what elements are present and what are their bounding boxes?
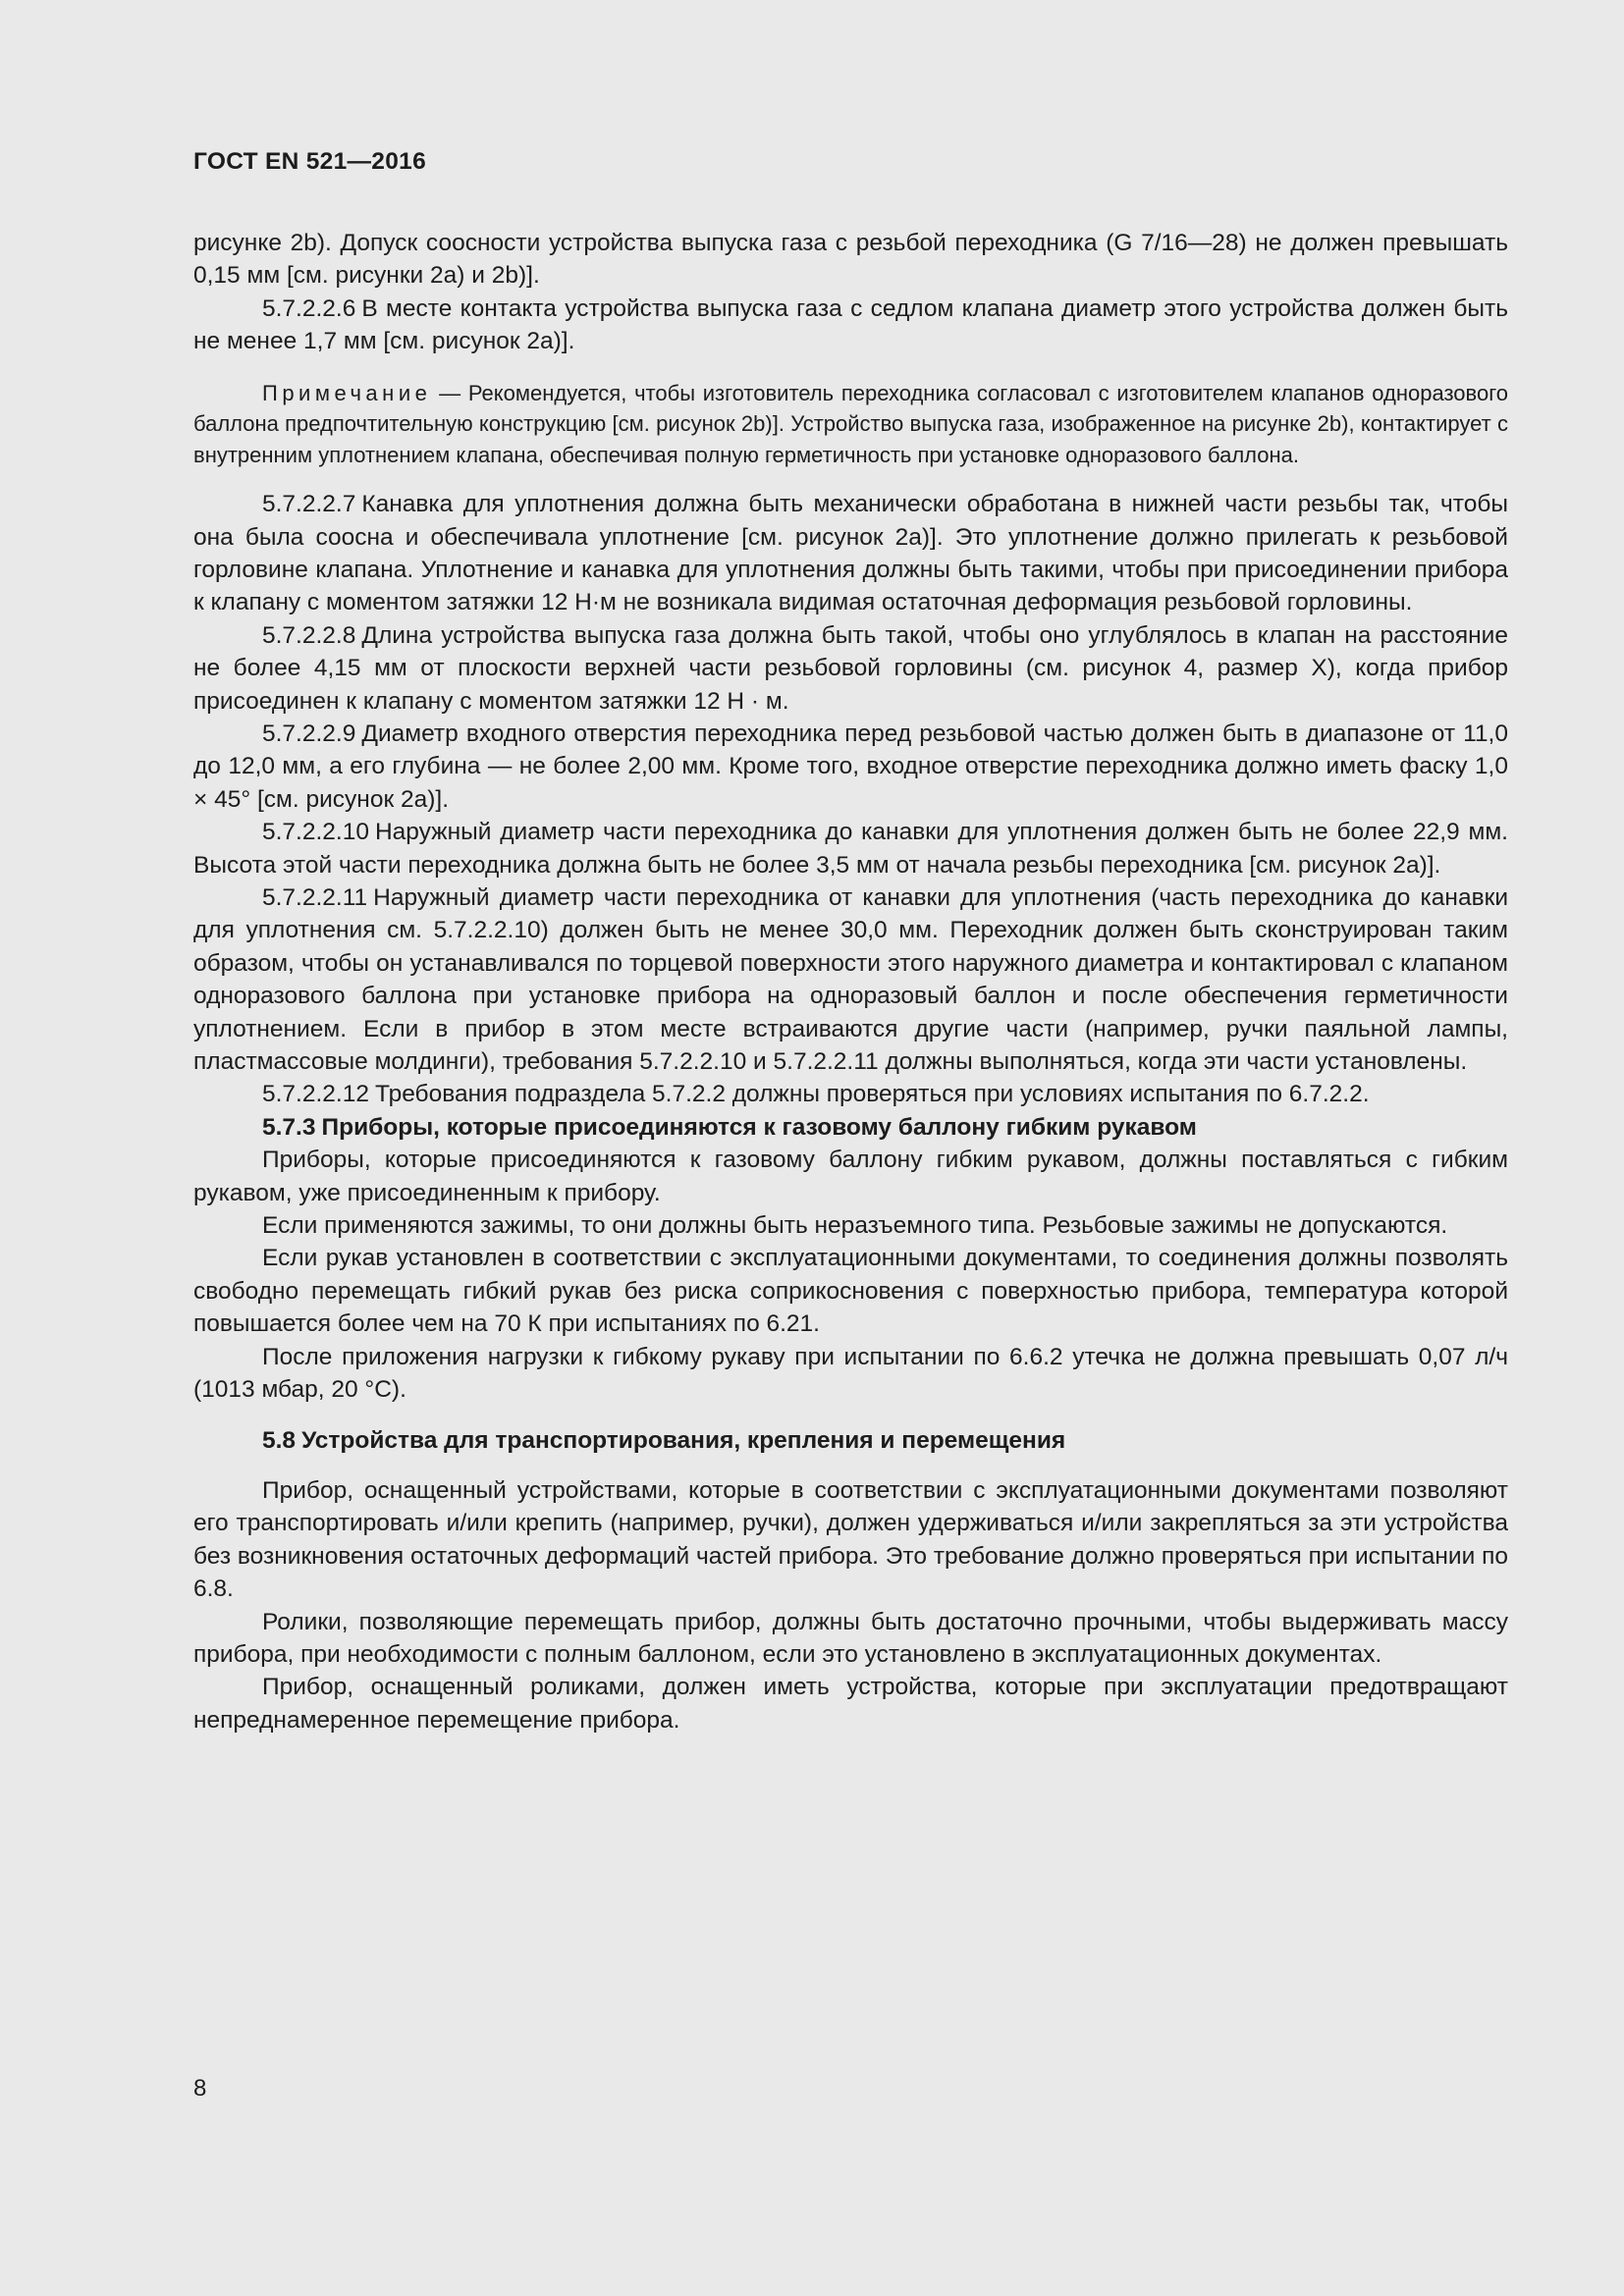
clause-number: 5.7.2.2.8 (262, 621, 356, 649)
paragraph-5-7-2-2-6 (193, 293, 1508, 358)
clause-text: Наружный диаметр части переходника от канавки для уплотнения (часть переходника до канавки для уплотнения см. 5.7.2.2.10) должен быть не менее 30,0 мм. Переходник должен быть сконструирован таким образом, чтобы он устанавливался по торцевой поверхности этого наружного диаметра и контактировал с клапаном одноразового баллона при установке прибора на одноразовый баллон и после обеспечения герметичности уплотнением. Если в прибор в этом месте встраиваются другие части (например, ручки паяльной лампы, пластмассовые молдинги), требования 5.7.2.2.10 и 5.7.2.2.11 должны выполняться, когда эти части установлены. (193, 884, 1508, 1076)
clause-text: Требования подраздела 5.7.2.2 должны проверяться при условиях испытания по 6.7.2.2. (374, 1081, 1370, 1108)
paragraph-continuation: рисунке 2b). Допуск соосности устройства выпуска газа с резьбой переходника (G 7/16—28) не должен превышать 0,15 мм [см. рисунки 2a) и 2b)]. (193, 230, 1508, 290)
clause-number: 5.7.2.2.7 (262, 491, 356, 518)
paragraph-5-7-2-2-11 (193, 881, 1508, 1078)
note-label: Примечание (262, 380, 432, 405)
clause-text: В месте контакта устройства выпуска газа с седлом клапана диаметр этого устройства должен быть не менее 1,7 мм [см. рисунок 2a)]. (193, 294, 1508, 355)
paragraph-5-7-3-d: После приложения нагрузки к гибкому рукаву при испытании по 6.6.2 утечка не должна превышать 0,07 л/ч (1013 мбар, 20 °C). (193, 1343, 1508, 1404)
paragraph-5-7-3-c: Если рукав установлен в соответствии с эксплуатационными документами, то соединения должны позволять свободно перемещать гибкий рукав без риска соприкосновения с поверхностью прибора, температура которой повышается более чем на 70 К при испытаниях по 6.21. (193, 1245, 1508, 1338)
clause-number: 5.7.2.2.11 (262, 884, 368, 911)
clause-number: 5.7.2.2.10 (262, 819, 369, 846)
paragraph-5-7-2-2-8 (193, 619, 1508, 718)
clause-text: Наружный диаметр части переходника до канавки для уплотнения должен быть не более 22,9 мм. Высота этой части переходника должна быть не более 3,5 мм от начала резьбы переходника [см. рисунок 2a)]. (193, 819, 1508, 879)
section-heading-5-7-3 (193, 1111, 1508, 1144)
clause-text: Длина устройства выпуска газа должна быть такой, чтобы оно углублялось в клапан на расстояние не более 4,15 мм от плоскости верхней части резьбовой горловины (см. рисунок 4, размер X), когда прибор присоединен к клапану с моментом затяжки 12 Н · м. (193, 621, 1508, 715)
paragraph-5-7-3-a: Приборы, которые присоединяются к газовому баллону гибким рукавом, должны поставляться с гибким рукавом, уже присоединенным к прибору. (193, 1147, 1508, 1206)
paragraph-5-8-a: Прибор, оснащенный устройствами, которые в соответствии с эксплуатационными документами позволяют его транспортировать и/или крепить (например, ручки), должен удерживаться и/или закрепляться за эти устройства без возникновения остаточных деформаций частей прибора. Это требование должно проверяться при испытании по 6.8. (193, 1476, 1508, 1603)
section-heading-5-8 (193, 1424, 1508, 1457)
paragraph-5-7-2-2-10 (193, 816, 1508, 881)
note-text: — Рекомендуется, чтобы изготовитель переходника согласовал с изготовителем клапанов одноразового баллона предпочтительную конструкцию [см. рисунок 2b)]. Устройство выпуска газа, изображенное на рисунке 2b), контактирует с внутренним уплотнением клапана, обеспечивая полную герметичность при установке одноразового баллона. (193, 380, 1508, 467)
section-title: Устройства для транспортирования, крепления и перемещения (301, 1426, 1066, 1454)
paragraph-5-7-2-2-7 (193, 488, 1508, 619)
page-number: 8 (193, 2075, 207, 2102)
clause-text: Канавка для уплотнения должна быть механически обработана в нижней части резьбы так, чтобы она была соосна и обеспечивала уплотнение [см. рисунок 2a)]. Это уплотнение должно прилегать к резьбовой горловине клапана. Уплотнение и канавка для уплотнения должны быть такими, чтобы при присоединении прибора к клапану с моментом затяжки 12 Н·м не возникала видимая остаточная деформация резьбовой горловины. (193, 491, 1508, 616)
note-block (193, 378, 1508, 471)
clause-number: 5.7.2.2.6 (262, 294, 356, 322)
paragraph-5-8-c: Прибор, оснащенный роликами, должен иметь устройства, которые при эксплуатации предотвращают непреднамеренное перемещение прибора. (193, 1674, 1508, 1734)
section-number: 5.7.3 (262, 1113, 316, 1141)
clause-number: 5.7.2.2.9 (262, 720, 356, 747)
paragraph-5-7-2-2-9 (193, 718, 1508, 816)
standard-header: ГОСТ EN 521—2016 (193, 148, 426, 175)
clause-number: 5.7.2.2.12 (262, 1081, 369, 1108)
paragraph-5-7-3-b: Если применяются зажимы, то они должны быть неразъемного типа. Резьбовые зажимы не допускаются. (262, 1212, 1448, 1240)
clause-text: Диаметр входного отверстия переходника перед резьбовой частью должен быть в диапазоне от 11,0 до 12,0 мм, а его глубина — не более 2,00 мм. Кроме того, входное отверстие переходника должно иметь фаску 1,0 × 45° [см. рисунок 2a)]. (193, 720, 1508, 813)
section-number: 5.8 (262, 1426, 297, 1454)
paragraph-5-7-2-2-12 (193, 1078, 1508, 1110)
paragraph-5-8-b: Ролики, позволяющие перемещать прибор, должны быть достаточно прочными, чтобы выдерживать массу прибора, при необходимости с полным баллоном, если это установлено в эксплуатационных документах. (193, 1608, 1508, 1668)
document-body (193, 227, 1508, 1736)
section-title: Приборы, которые присоединяются к газовому баллону гибким рукавом (321, 1113, 1197, 1141)
